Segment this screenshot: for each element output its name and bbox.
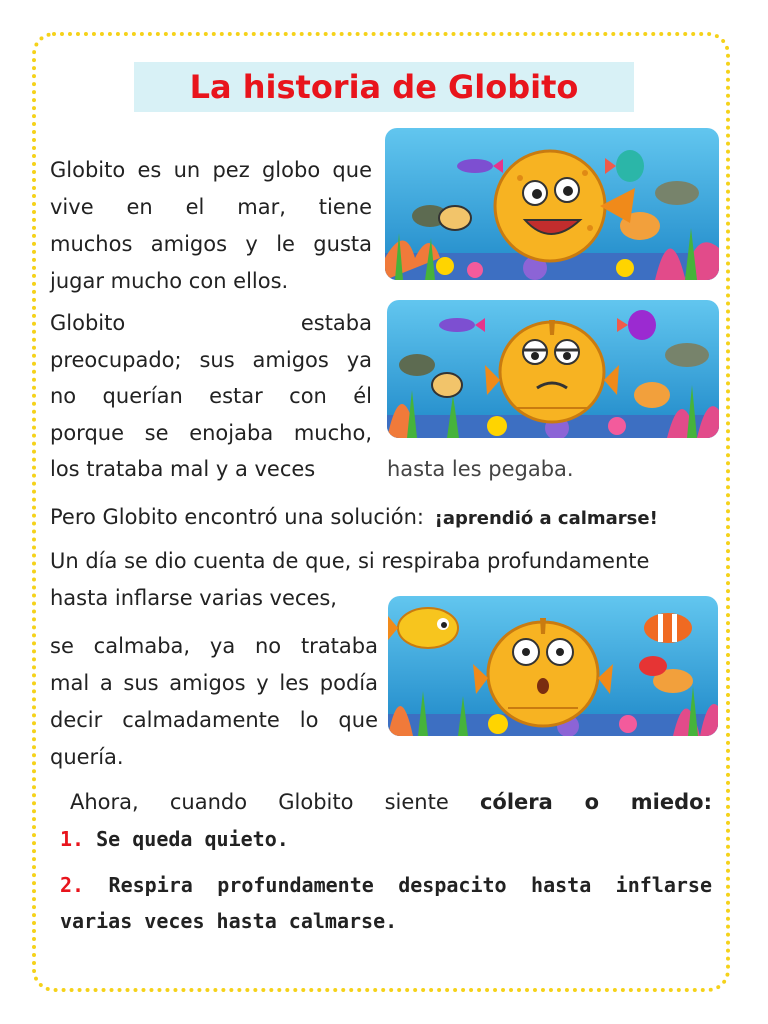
happy-pufferfish-illustration (385, 128, 719, 280)
step-2-line-2: varias veces hasta calmarse. (60, 909, 398, 933)
worried-pufferfish-illustration (387, 300, 719, 438)
paragraph-2-line: no querían estar con él (50, 384, 372, 408)
closing-intro-text: Ahora, cuando Globito siente (70, 790, 449, 814)
paragraph-1-line: vive en el mar, tiene (50, 195, 372, 219)
paragraph-2-last-right: hasta les pegaba. (387, 457, 574, 481)
paragraph-4-line: decir calmadamente lo que (50, 708, 378, 732)
paragraph-1-line: jugar mucho con ellos. (50, 269, 289, 293)
step-1-text: Se queda quieto. (96, 827, 289, 851)
paragraph-4-line: Un día se dio cuenta de que, si respiraba profundamente (50, 549, 650, 573)
paragraph-2-line: Globito estaba (50, 311, 372, 335)
paragraph-4-line: quería. (50, 745, 124, 769)
step-2-text: Respira profundamente despacito hasta inflarse (108, 873, 712, 897)
step-2-number: 2. (60, 873, 85, 897)
step-1 (60, 822, 289, 856)
paragraph-1-line: muchos amigos y le gusta (50, 232, 372, 256)
paragraph-4-line: se calmaba, ya no trataba (50, 634, 378, 658)
paragraph-4-line: hasta inflarse varias veces, (50, 586, 337, 610)
paragraph-3-highlight: ¡aprendió a calmarse! (434, 508, 658, 529)
paragraph-2-line: porque se enojaba mucho, (50, 420, 372, 445)
paragraph-1 (50, 152, 372, 300)
paragraph-3-text: Pero Globito encontró una solución: (50, 505, 424, 529)
paragraph-2-last-left: los trataba mal y a veces (50, 457, 316, 481)
surprised-pufferfish-illustration (388, 596, 718, 736)
paragraph-4-wrap (50, 628, 378, 776)
step-1-number: 1. (60, 827, 85, 851)
paragraph-2 (50, 305, 372, 451)
closing-intro-bold: cólera o miedo: (479, 790, 712, 814)
step-2-line-1 (60, 868, 712, 902)
paragraph-4-line: mal a sus amigos y les podía (50, 671, 378, 695)
page-title: La historia de Globito (189, 68, 579, 106)
closing-intro (70, 785, 712, 819)
paragraph-1-line: Globito es un pez globo que (50, 158, 372, 182)
paragraph-2-line: preocupado; sus amigos ya (50, 347, 372, 372)
paragraph-3 (50, 500, 658, 536)
